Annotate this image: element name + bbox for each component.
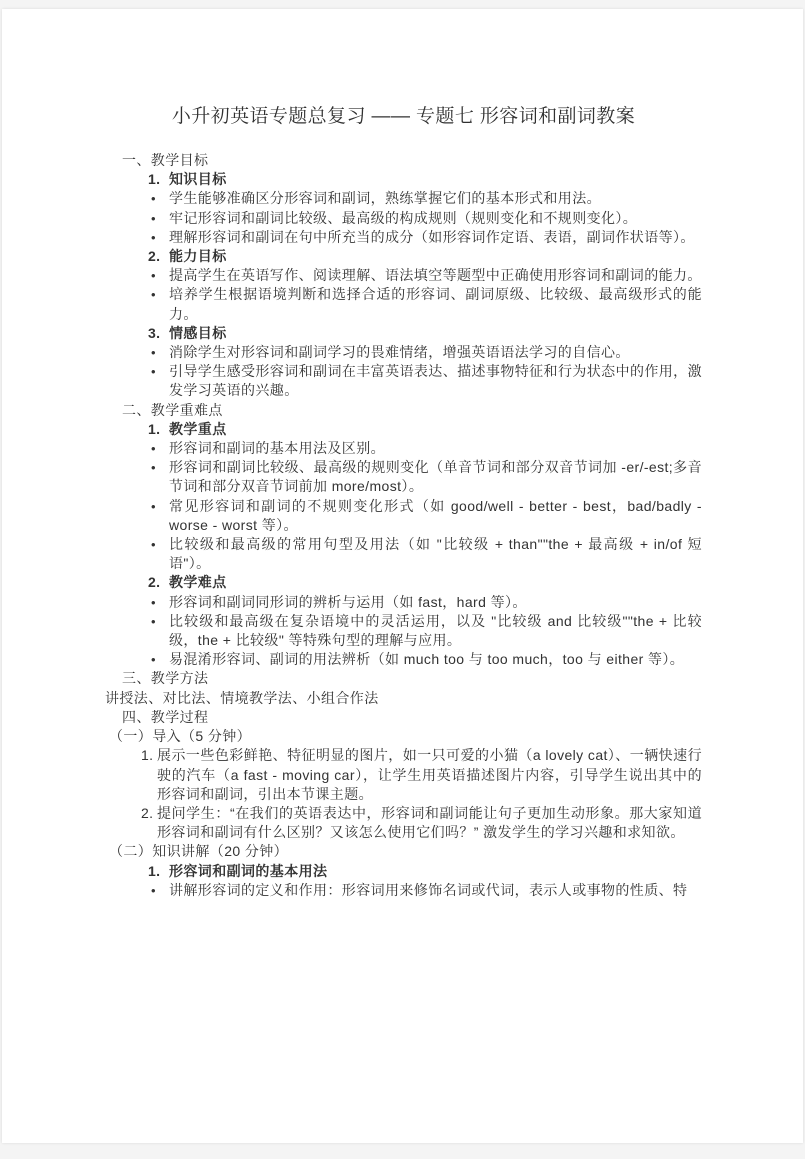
- bullet-item: [105, 497, 702, 535]
- bullet-icon: •: [151, 498, 156, 514]
- bullet-item: [105, 458, 702, 496]
- bullet-icon: •: [151, 210, 156, 226]
- item-number: 2.: [141, 804, 154, 821]
- bullet-icon: •: [151, 882, 156, 898]
- item-text: 牢记形容词和副词比较级、最高级的构成规则（规则变化和不规则变化）。: [169, 209, 638, 226]
- item-number: 1.: [141, 747, 154, 764]
- doc-title: 小升初英语专题总复习 —— 专题七 形容词和副词教案: [171, 106, 636, 127]
- item-text: 教学重点: [169, 420, 227, 437]
- bullet-item: [105, 593, 702, 612]
- bullet-item: [105, 285, 702, 323]
- item-text: 提高学生在英语写作、阅读理解、语法填空等题型中正确使用形容词和副词的能力。: [169, 267, 702, 284]
- item-text: 教学难点: [169, 574, 227, 591]
- bullet-item: [105, 535, 702, 573]
- bullet-item: [105, 266, 702, 285]
- step-item: [105, 746, 702, 804]
- document-page: [2, 9, 803, 1143]
- step-item: [105, 804, 702, 842]
- bullet-item: [105, 343, 702, 362]
- bullet-icon: •: [151, 287, 156, 303]
- bullet-icon: •: [151, 613, 156, 629]
- item-text: 形容词和副词同形词的辨析与运用（如 fast，hard 等）。: [169, 593, 527, 610]
- item-text: 比较级和最高级的常用句型及用法（如 "比较级 + than""the + 最高级 + in/of 短语"）。: [169, 536, 702, 572]
- item-number: 1.: [148, 420, 161, 437]
- item-text: 能力目标: [169, 248, 227, 265]
- item-text: 消除学生对形容词和副词学习的畏难情绪，增强英语语法学习的自信心。: [169, 344, 630, 361]
- bullet-item: [105, 439, 702, 458]
- item-text: 学生能够准确区分形容词和副词，熟练掌握它们的基本形式和用法。: [169, 190, 601, 207]
- section-heading: 一、教学目标: [122, 152, 209, 168]
- item-text: 常见形容词和副词的不规则变化形式（如 good/well - better - best，bad/badly - worse - worst 等）。: [169, 497, 702, 533]
- item-text: 比较级和最高级在复杂语境中的灵活运用，以及 "比较级 and 比较级""the + 比较级，the + 比较级" 等特殊句型的理解与应用。: [169, 612, 702, 649]
- item-text: 提问学生：“在我们的英语表达中，形容词和副词能让句子更加生动形象。那大家知道形容词和副词有什么区别？又该怎么使用它们吗？” 激发学生的学习兴趣和求知欲。: [157, 804, 702, 841]
- bullet-icon: •: [151, 345, 156, 361]
- item-text: 知识目标: [169, 171, 227, 188]
- bullet-icon: •: [151, 364, 156, 380]
- item-text: 培养学生根据语境判断和选择合适的形容词、副词原级、比较级、最高级形式的能力。: [169, 286, 702, 322]
- item-number: 2.: [148, 248, 161, 265]
- section-heading: 三、教学方法: [122, 670, 209, 687]
- sub-heading: （一）导入（5 分钟）: [109, 728, 252, 745]
- numbered-item: [105, 170, 702, 189]
- item-text: 形容词和副词的基本用法及区别。: [169, 440, 385, 457]
- item-text: 理解形容词和副词在句中所充当的成分（如形容词作定语、表语，副词作状语等）。: [169, 228, 695, 245]
- item-text: 形容词和副词比较级、最高级的规则变化（单音节词和部分双音节词加 -er/-est;多音节词和部分双音节词前加 more/most）。: [169, 459, 702, 495]
- bullet-icon: •: [151, 441, 156, 457]
- bullet-item: [105, 228, 702, 247]
- bullet-icon: •: [151, 268, 156, 284]
- item-text: 易混淆形容词、副词的用法辨析（如 much too 与 too much，too 与 either 等）。: [169, 651, 685, 668]
- bullet-item: [105, 612, 702, 650]
- bullet-icon: •: [151, 229, 156, 245]
- section-heading: 四、教学过程: [122, 708, 209, 725]
- bullet-icon: •: [151, 537, 156, 553]
- numbered-item: [105, 324, 702, 343]
- bullet-item: [105, 362, 702, 400]
- item-text: 讲解形容词的定义和作用：形容词用来修饰名词或代词，表示人或事物的性质、特: [169, 881, 688, 898]
- item-number: 1.: [148, 171, 161, 188]
- bullet-icon: •: [151, 594, 156, 610]
- item-number: 2.: [148, 574, 161, 591]
- sub-heading: （二）知识讲解（20 分钟）: [109, 843, 289, 860]
- bullet-item: [105, 209, 702, 228]
- bullet-icon: •: [151, 191, 156, 207]
- paragraph: 讲授法、对比法、情境教学法、小组合作法: [105, 689, 379, 706]
- numbered-item: [105, 862, 702, 881]
- item-text: 引导学生感受形容词和副词在丰富英语表达、描述事物特征和行为状态中的作用，激发学习英语的兴趣。: [169, 363, 702, 399]
- item-text: 形容词和副词的基本用法: [169, 862, 328, 879]
- item-text: 情感目标: [169, 324, 227, 341]
- bullet-item: [105, 650, 702, 669]
- bullet-icon: •: [151, 460, 156, 476]
- bullet-item: [105, 881, 702, 900]
- item-text: 展示一些色彩鲜艳、特征明显的图片，如一只可爱的小猫（a lovely cat）、一辆快速行驶的汽车（a fast - moving car），让学生用英语描述图片内容，引导学生说出其中的形容词和副词，引出本节课主题。: [157, 747, 702, 802]
- numbered-item: [105, 573, 702, 592]
- section-heading: 二、教学重难点: [122, 401, 223, 418]
- bullet-item: [105, 189, 702, 208]
- item-number: 1.: [148, 862, 161, 879]
- numbered-item: [105, 247, 702, 266]
- bullet-icon: •: [151, 652, 156, 668]
- item-number: 3.: [148, 324, 161, 341]
- numbered-item: [105, 420, 702, 439]
